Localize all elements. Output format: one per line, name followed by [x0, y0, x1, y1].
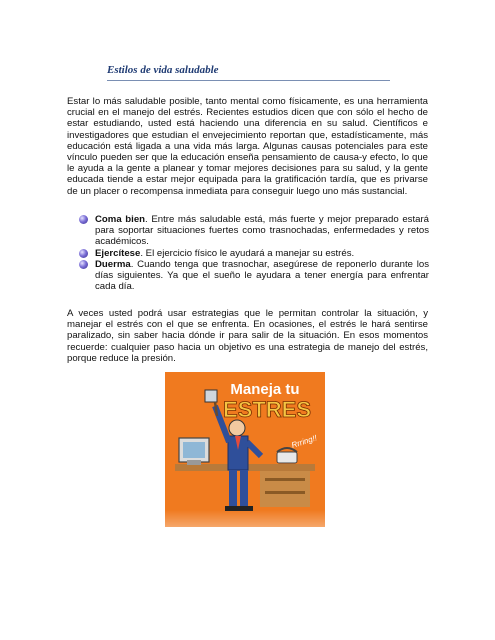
list-item [77, 214, 429, 248]
tip-term: Duerma [95, 258, 131, 270]
list-item [77, 259, 429, 293]
list-item [77, 248, 429, 259]
tips-list [77, 214, 429, 292]
tip-text: . Cuando tenga que trasnochar, asegúrese de reponerlo durante los días siguientes. Ya que el sueño le ayudara a tener energía para enfrentar cada día. [95, 258, 429, 293]
section-heading: Estilos de vida saludable [107, 64, 219, 76]
phone-ring-text: Rrring!! [290, 433, 319, 450]
heading-underline [107, 80, 390, 81]
stress-illustration [165, 372, 325, 560]
bullet-icon [79, 249, 88, 258]
illustration-title-line2: ESTRES [222, 397, 312, 422]
intro-paragraph: Estar lo más saludable posible, tanto mental como físicamente, es una herramienta crucial en el manejo del estrés. Recientes estudios dicen que con sólo el hecho de estar estudiando, usted está haciendo una diferencia en su salud. Científicos e investigadores que estudian el envejecimiento reportan que, estadísticamente, más educación está ligada a una vida más larga. Algunas causas potenciales para este vínculo pueden ser que la educación enseña pensamiento de causa-y efecto, lo que le ayuda a la gente a planear y tomar mejores decisiones para su salud, y la gente educada tiende a estar mejor equipada para la gratificación tardía, que es privarse de un placer o recompensa inmediata para conseguir luego uno más sustancial. [67, 96, 428, 197]
tip-term: Ejercítese [95, 247, 141, 259]
tip-term: Coma bien [95, 214, 146, 225]
tip-text: . Entre más saludable está, más fuerte y mejor preparado estará para soportar situaciones fuertes como trasnochadas, enfermedades y retos académicos. [95, 214, 429, 248]
bullet-icon [79, 215, 88, 224]
bullet-icon [79, 260, 88, 269]
tip-text: . El ejercicio físico le ayudará a manejar su estrés. [140, 247, 355, 259]
closing-paragraph: A veces usted podrá usar estrategias que le permitan controlar la situación, y manejar el estrés con el que se enfrenta. En ocasiones, el estrés le hará sentirse paralizado, sin saber hacia dónde ir para salir de la situación. En esos momentos recuerde: cualquier paso hacia un objetivo es una estrategia de manejo del estrés, porque reduce la presión. [67, 308, 428, 364]
illustration-title-line1: Maneja tu [230, 381, 300, 398]
